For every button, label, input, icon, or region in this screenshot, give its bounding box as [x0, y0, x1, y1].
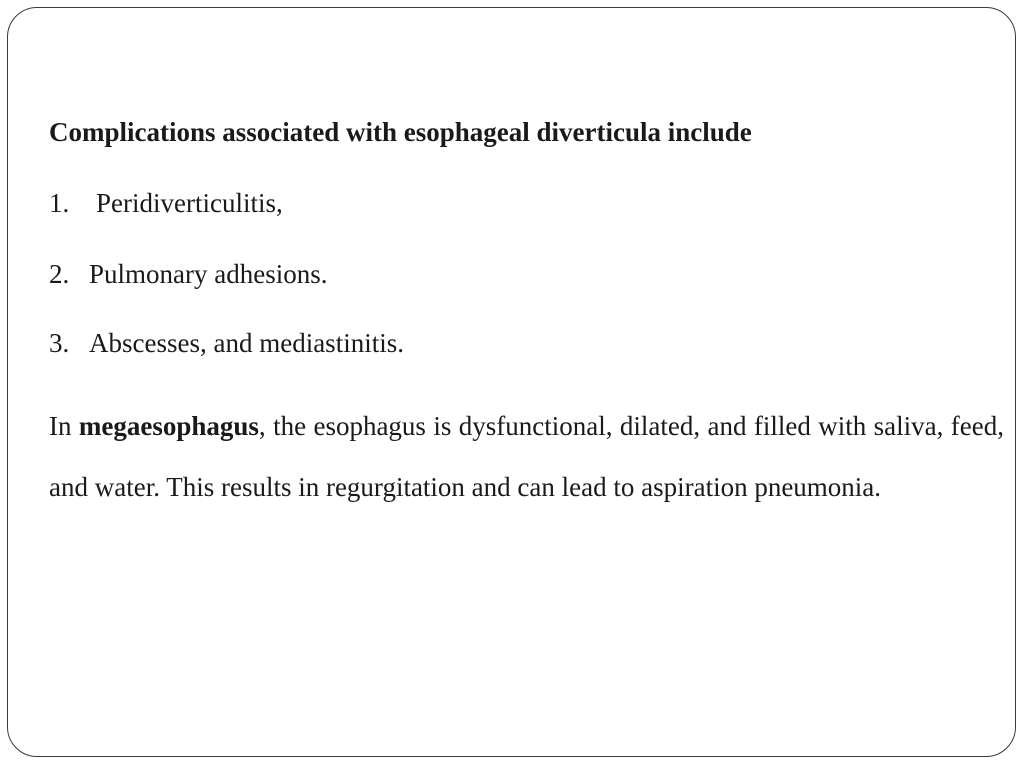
- megaesophagus-paragraph: [49, 396, 1004, 518]
- list-item-number: 2.: [49, 259, 70, 289]
- paragraph-bold-term: megaesophagus: [78, 411, 259, 441]
- slide-frame: [7, 7, 1016, 757]
- list-item: [49, 328, 404, 359]
- list-item-text: Pulmonary adhesions.: [89, 259, 328, 289]
- paragraph-rest: , the esophagus is dysfunctional, dilated, and filled with saliva, feed, and water. This results in regurgitation and can lead to aspiration pneumonia.: [49, 411, 1004, 502]
- list-item-number: 3.: [49, 328, 70, 358]
- paragraph-prefix: In: [49, 411, 79, 441]
- slide-heading: Complications associated with esophageal diverticula include: [49, 117, 752, 147]
- list-item-text: Peridiverticulitis,: [96, 188, 283, 218]
- list-item: [49, 188, 283, 219]
- list-item-number: 1.: [49, 188, 70, 218]
- list-item-text: Abscesses, and mediastinitis.: [89, 328, 404, 358]
- list-item: [49, 259, 327, 290]
